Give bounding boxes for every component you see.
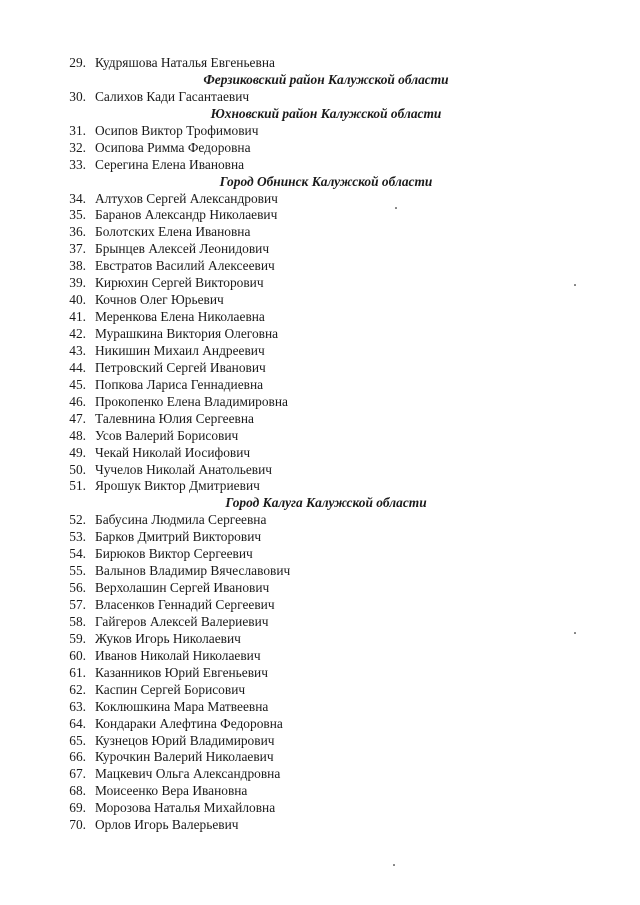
list-item-number: 64. — [69, 715, 86, 731]
list-item-name: Осипов Виктор Трофимович — [95, 122, 259, 138]
list-item — [0, 343, 640, 360]
list-item — [0, 191, 640, 208]
list-item-number: 51. — [69, 478, 86, 494]
list-item-number: 41. — [69, 309, 86, 325]
list-item — [0, 394, 640, 411]
list-item-number: 53. — [69, 529, 86, 545]
list-item-number: 49. — [69, 444, 86, 460]
list-item-number: 54. — [69, 546, 86, 562]
list-item-number: 69. — [69, 800, 86, 816]
list-item-number: 45. — [69, 376, 86, 392]
list-item-name: Прокопенко Елена Владимировна — [95, 393, 288, 409]
list-item — [0, 648, 640, 665]
list-item-name: Баранов Александр Николаевич — [95, 207, 278, 223]
section-heading: Ферзиковский район Калужской области — [203, 71, 449, 87]
list-item-name: Казанников Юрий Евгеньевич — [95, 664, 268, 680]
list-item-number: 57. — [69, 597, 86, 612]
list-item — [0, 89, 640, 106]
list-item — [0, 411, 640, 428]
list-item-number: 35. — [69, 207, 86, 223]
list-item — [0, 241, 640, 258]
list-item — [0, 275, 640, 292]
list-item-name: Алтухов Сергей Александрович — [95, 190, 278, 206]
list-item-name: Салихов Кади Гасантаевич — [95, 88, 250, 104]
list-item-number: 50. — [69, 461, 86, 477]
list-item-number: 55. — [69, 563, 86, 579]
list-item-name: Бирюков Виктор Сергеевич — [95, 546, 253, 562]
list-item — [0, 224, 640, 241]
list-item-name: Гайгеров Алексей Валериевич — [95, 613, 269, 629]
list-item-number: 52. — [69, 512, 86, 528]
list-item-name: Жуков Игорь Николаевич — [95, 630, 241, 646]
list-item — [0, 55, 640, 72]
list-item — [0, 258, 640, 275]
list-item — [0, 512, 640, 529]
list-item-number: 33. — [69, 156, 86, 172]
list-item-number: 47. — [69, 410, 86, 426]
list-item — [0, 428, 640, 445]
list-item-number: 46. — [69, 393, 86, 409]
list-item-number: 42. — [69, 326, 86, 341]
list-item — [0, 800, 640, 817]
list-item — [0, 716, 640, 733]
list-item-name: Курочкин Валерий Николаевич — [95, 749, 274, 765]
list-item — [0, 309, 640, 326]
scan-speck — [393, 864, 395, 866]
list-item — [0, 563, 640, 580]
list-item-name: Бабусина Людмила Сергеевна — [95, 512, 267, 528]
list-item-number: 48. — [69, 427, 86, 443]
list-item — [0, 462, 640, 479]
list-item-number: 36. — [69, 224, 86, 240]
list-item-name: Каспин Сергей Борисович — [95, 681, 246, 697]
list-item — [0, 580, 640, 597]
list-item — [0, 326, 640, 343]
list-item-name: Валынов Владимир Вячеславович — [95, 563, 291, 579]
list-item-number: 62. — [69, 681, 86, 697]
list-item-number: 43. — [69, 342, 86, 358]
list-item-name: Коклюшкина Мара Матвеевна — [95, 698, 269, 714]
section-heading: Город Калуга Калужской области — [225, 495, 427, 511]
list-item-number: 40. — [69, 292, 86, 308]
list-item-name: Кирюхин Сергей Викторович — [95, 275, 264, 291]
list-item-name: Чекай Николай Иосифович — [95, 444, 251, 460]
list-item-name: Ярошук Виктор Дмитриевич — [95, 478, 260, 494]
list-item-number: 68. — [69, 783, 86, 799]
list-item — [0, 631, 640, 648]
list-item — [0, 783, 640, 800]
list-item — [0, 766, 640, 783]
list-item-number: 34. — [69, 190, 86, 206]
list-item-name: Попкова Лариса Геннадиевна — [95, 376, 264, 392]
list-item-number: 32. — [69, 139, 86, 155]
list-item-name: Талевнина Юлия Сергеевна — [95, 410, 254, 426]
list-item — [0, 546, 640, 563]
list-item-number: 67. — [69, 766, 86, 782]
list-item-number: 61. — [69, 664, 86, 680]
list-item-name: Чучелов Николай Анатольевич — [95, 461, 273, 477]
list-item — [0, 733, 640, 750]
list-item-number: 60. — [69, 647, 86, 663]
list-item — [0, 360, 640, 377]
section-heading: Город Обнинск Калужской области — [219, 173, 433, 189]
list-item-name: Никишин Михаил Андреевич — [95, 342, 265, 358]
scan-speck — [574, 632, 576, 634]
list-item-name: Орлов Игорь Валерьевич — [95, 817, 239, 833]
list-item-number: 65. — [69, 732, 86, 748]
scan-speck — [574, 284, 576, 286]
list-item-number: 59. — [69, 630, 86, 646]
list-item — [0, 445, 640, 462]
list-item-name: Морозова Наталья Михайловна — [95, 800, 276, 816]
list-item — [0, 140, 640, 157]
list-item — [0, 478, 640, 495]
list-item-number: 63. — [69, 698, 86, 714]
list-item — [0, 682, 640, 699]
list-item-name: Верхолашин Сергей Иванович — [95, 580, 270, 596]
list-item-number: 31. — [69, 122, 86, 138]
list-item-name: Серегина Елена Ивановна — [95, 156, 245, 172]
list-item-number: 70. — [69, 817, 86, 833]
list-item-name: Власенков Геннадий Сергеевич — [95, 597, 275, 612]
list-item-number: 56. — [69, 580, 86, 596]
list-item — [0, 207, 640, 224]
list-item-name: Кочнов Олег Юрьевич — [95, 292, 224, 308]
list-item — [0, 123, 640, 140]
list-item — [0, 665, 640, 682]
list-item-name: Иванов Николай Николаевич — [95, 647, 261, 663]
list-item-name: Мурашкина Виктория Олеговна — [95, 326, 279, 341]
document-page — [0, 55, 640, 834]
list-item-number: 30. — [69, 88, 86, 104]
list-item-name: Моисеенко Вера Ивановна — [95, 783, 248, 799]
list-item-number: 39. — [69, 275, 86, 291]
list-item — [0, 614, 640, 631]
scan-speck — [395, 207, 397, 209]
list-item-number: 37. — [69, 241, 86, 257]
list-item-name: Осипова Римма Федоровна — [95, 139, 251, 155]
list-item — [0, 157, 640, 174]
list-item-name: Усов Валерий Борисович — [95, 427, 239, 443]
list-item — [0, 597, 640, 614]
section-heading: Юхновский район Калужской области — [210, 105, 442, 121]
list-item-number: 58. — [69, 613, 86, 629]
list-item — [0, 817, 640, 834]
list-item-name: Мацкевич Ольга Александровна — [95, 766, 281, 782]
list-item-number: 44. — [69, 359, 86, 375]
list-item-number: 66. — [69, 749, 86, 765]
list-item — [0, 529, 640, 546]
list-item-name: Петровский Сергей Иванович — [95, 359, 266, 375]
list-item-name: Меренкова Елена Николаевна — [95, 309, 265, 325]
list-item-name: Евстратов Василий Алексеевич — [95, 258, 275, 274]
list-item-name: Кудряшова Наталья Евгеньевна — [95, 55, 275, 70]
list-item — [0, 292, 640, 309]
list-item-name: Брынцев Алексей Леонидович — [95, 241, 270, 257]
list-item-number: 29. — [69, 55, 86, 70]
list-item — [0, 377, 640, 394]
list-item — [0, 749, 640, 766]
list-item-name: Кондараки Алефтина Федоровна — [95, 715, 283, 731]
list-item-name: Кузнецов Юрий Владимирович — [95, 732, 275, 748]
list-item-name: Болотских Елена Ивановна — [95, 224, 251, 240]
list-item-number: 38. — [69, 258, 86, 274]
list-item — [0, 699, 640, 716]
list-item-name: Барков Дмитрий Викторович — [95, 529, 262, 545]
